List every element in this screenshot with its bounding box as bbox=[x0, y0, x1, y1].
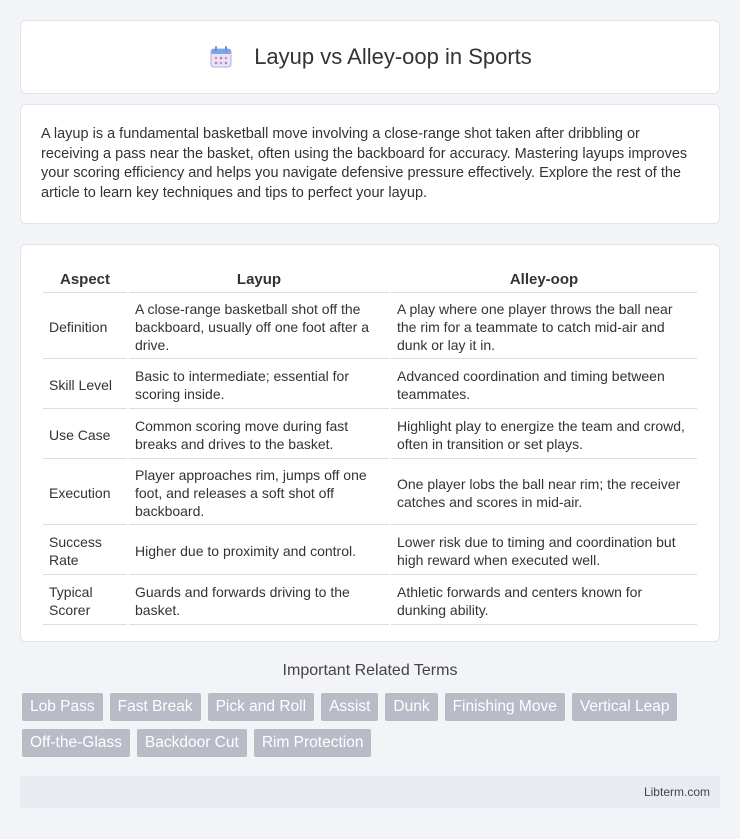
intro-card bbox=[20, 104, 720, 224]
cell-layup: Higher due to proximity and control. bbox=[129, 527, 389, 575]
tag-vertical-leap[interactable]: Vertical Leap bbox=[572, 693, 678, 721]
related-terms-section bbox=[20, 662, 720, 765]
table-row bbox=[43, 577, 697, 625]
cell-layup: A close-range basketball shot off the backboard, usually off one foot after a drive. bbox=[129, 295, 389, 359]
cell-alley-oop: Advanced coordination and timing between teammates. bbox=[391, 361, 697, 409]
cell-alley-oop: One player lobs the ball near rim; the receiver catches and scores in mid-air. bbox=[391, 461, 697, 525]
title-card bbox=[20, 20, 720, 94]
table-row bbox=[43, 461, 697, 525]
tag-lob-pass[interactable]: Lob Pass bbox=[22, 693, 103, 721]
cell-layup: Player approaches rim, jumps off one foot, and releases a soft shot off backboard. bbox=[129, 461, 389, 525]
footer-site-link[interactable]: Libterm.com bbox=[643, 785, 710, 799]
related-terms-title: Important Related Terms bbox=[282, 662, 458, 679]
cell-layup: Guards and forwards driving to the basket. bbox=[129, 577, 389, 625]
tag-pick-and-roll[interactable]: Pick and Roll bbox=[208, 693, 314, 721]
cell-aspect: Definition bbox=[43, 295, 127, 359]
tag-assist[interactable]: Assist bbox=[321, 693, 378, 721]
tag-fast-break[interactable]: Fast Break bbox=[110, 693, 201, 721]
tag-rim-protection[interactable]: Rim Protection bbox=[254, 729, 372, 757]
cell-layup: Basic to intermediate; essential for scoring inside. bbox=[129, 361, 389, 409]
tag-off-the-glass[interactable]: Off-the-Glass bbox=[22, 729, 130, 757]
table-header-row bbox=[43, 267, 697, 293]
cell-aspect: Use Case bbox=[43, 411, 127, 459]
table-row bbox=[43, 295, 697, 359]
cell-alley-oop: A play where one player throws the ball near the rim for a teammate to catch mid-air and dunk or lay it in. bbox=[391, 295, 697, 359]
page-title: Layup vs Alley-oop in Sports bbox=[254, 44, 532, 69]
calendar-icon bbox=[208, 44, 234, 70]
cell-alley-oop: Lower risk due to timing and coordination but high reward when executed well. bbox=[391, 527, 697, 575]
table-row bbox=[43, 361, 697, 409]
table-row bbox=[43, 411, 697, 459]
tag-backdoor-cut[interactable]: Backdoor Cut bbox=[137, 729, 247, 757]
tag-dunk[interactable]: Dunk bbox=[385, 693, 437, 721]
cell-aspect: Success Rate bbox=[43, 527, 127, 575]
cell-aspect: Typical Scorer bbox=[43, 577, 127, 625]
cell-aspect: Execution bbox=[43, 461, 127, 525]
footer bbox=[20, 776, 720, 808]
comparison-table-card bbox=[20, 244, 720, 642]
header-aspect: Aspect bbox=[43, 267, 127, 293]
header-alley-oop: Alley-oop bbox=[391, 267, 697, 293]
table-row bbox=[43, 527, 697, 575]
cell-aspect: Skill Level bbox=[43, 361, 127, 409]
comparison-table bbox=[41, 265, 699, 627]
cell-alley-oop: Highlight play to energize the team and crowd, often in transition or set plays. bbox=[391, 411, 697, 459]
related-terms-tags bbox=[20, 693, 720, 765]
header-layup: Layup bbox=[129, 267, 389, 293]
tag-finishing-move[interactable]: Finishing Move bbox=[445, 693, 565, 721]
cell-layup: Common scoring move during fast breaks and drives to the basket. bbox=[129, 411, 389, 459]
intro-text: A layup is a fundamental basketball move involving a close-range shot taken after dribbling or receiving a pass near the basket, often using the backboard for accuracy. Mastering layups improves your scoring efficiency and helps you navigate defensive pressure effectively. Explore the rest of the article to learn key techniques and tips to perfect your layup. bbox=[41, 126, 688, 201]
cell-alley-oop: Athletic forwards and centers known for dunking ability. bbox=[391, 577, 697, 625]
